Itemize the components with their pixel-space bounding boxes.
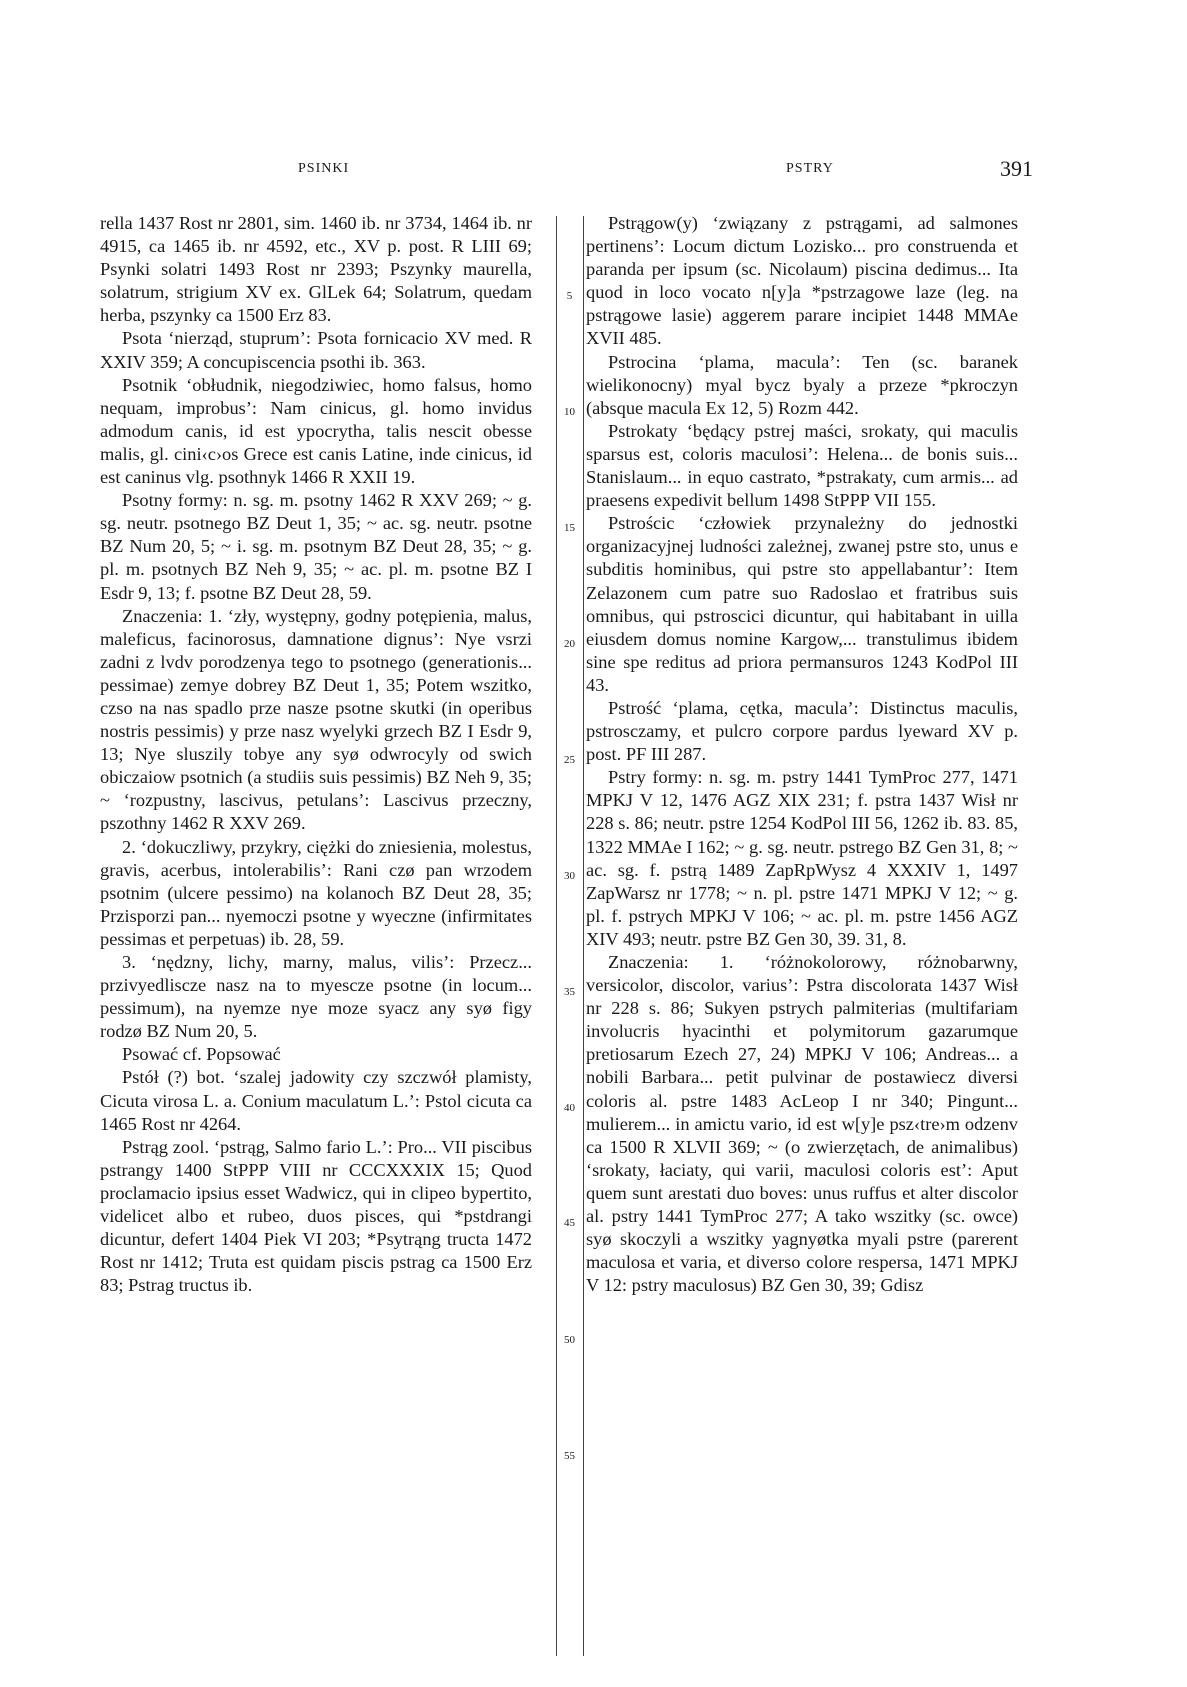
- left-column: [100, 212, 532, 1297]
- entry-pstrokaty: Pstrokaty ‘będący pstrej maści, srokaty, qui maculis sparsus est, coloris maculosi’: Helena... de bonis suis... Stanislaum... in equo castrato, *pstrakaty, cum armis... ad praesens expedivit bellum 1498 StPPP VII 155.: [586, 420, 1018, 511]
- entry-pstry-forms: Pstry formy: n. sg. m. pstry 1441 TymProc 277, 1471 MPKJ V 12, 1476 AGZ XIX 231; f. pstra 1437 Wisł nr 228 s. 86; neutr. pstre 1254 KodPol III 56, 1262 ib. 83. 85, 1322 MMAe I 162; ~ g. sg. neutr. pstrego BZ Gen 31, 8; ~ ac. sg. f. pstrą 1489 ZapRpWysz 4 XXXIV 1, 1497 ZapWarsz nr 1778; ~ n. pl. pstre 1471 MPKJ V 12; ~ g. pl. f. pstrych MPKJ V 106; ~ ac. pl. m. pstre 1456 AGZ XIV 493; neutr. pstre BZ Gen 30, 39. 31, 8.: [586, 767, 1018, 949]
- entry-pstroscic: Pstrościc ‘człowiek przynależny do jednostki organizacyjnej ludności zależnej, zwanej pstre sto, unus e subditis hominibus, qui pstre sto appellabantur’: Item Zelazonem cum patre suo Radoslao et fratribus suis omnibus, qui pstroscici dicuntur, qui habitabant in uilla eiusdem domus nomine Kargow,... transtulimus ibidem sine spe reditus ad priora permansuros 1243 KodPol III 43.: [586, 513, 1018, 695]
- entry-psotnik: Psotnik ‘obłudnik, niegodziwiec, homo falsus, homo nequam, improbus’: Nam cinicus, gl. homo invidus admodum canis, id est ypocrytha, talis nescit obesse malis, gl. cini‹c›os Grece est canis Latine, inde cinicus, id est caninus vlg. psothnyk 1466 R XXII 19.: [100, 374, 532, 488]
- entry-pstol: Pstół (?) bot. ‘szalej jadowity czy szczwół plamisty, Cicuta virosa L. a. Conium maculatum L.’: Pstol cicuta ca 1465 Rost nr 4264.: [100, 1067, 532, 1134]
- line-number-25: 25: [564, 754, 575, 766]
- entry-pstrosc: Pstrość ‘plama, cętka, macula’: Distinctus maculis, pstrosczamy, et pulcro corpore pardus lyeward XV p. post. PF III 287.: [586, 697, 1018, 765]
- line-number-55: 55: [564, 1450, 575, 1462]
- entry-psotny-meaning-3: 3. ‘nędzny, lichy, marny, malus, vilis’: Przecz... przivyedliscze nasz na to myescze psotne (in locum... pessimum), na nyemze nye moze syacz any syø figy rodzø BZ Num 20, 5.: [100, 952, 532, 1042]
- line-number-35: 35: [564, 986, 575, 998]
- line-number-10: 10: [564, 406, 575, 418]
- line-number-30: 30: [564, 870, 575, 882]
- line-number-45: 45: [564, 1217, 575, 1229]
- column-rule-right: [583, 216, 584, 1656]
- entry-pstry-meaning-1: Znaczenia: 1. ‘różnokolorowy, różnobarwny, versicolor, discolor, varius’: Pstra discolorata 1437 Wisł nr 228 s. 86; Sukyen pstrych palmiterias (multifariam involucris hyacinthi et polymitorum gazarumque pretiosarum Ezech 27, 24) MPKJ V 106; Andreas... a nobili Barbara... petit pulvinar de postawiecz diversi coloris al. pstre 1483 AcLeop I nr 340; Pingunt... mulierem... in amictu vario, id est w[y]e psz‹tre›m odzenv ca 1500 R XLVII 369; ~ (o zwierzętach, de animalibus) ‘srokaty, łaciaty, qui varii, maculosi coloris est’: Aput quem sunt arestati duo boves: unus ruffus et alter discolor al. pstry 1441 TymProc 277; A tako wszitky (sc. owce) syø skoczyli a wszitky yagnyøtka myali pstre (parerent maculosa et varia, et diverso colore respersa, 1471 MPKJ V 12: pstry maculosus) BZ Gen 30, 39; Gdisz: [586, 952, 1018, 1296]
- entry-psowac: Psować cf. Popsować: [122, 1044, 281, 1065]
- right-column: [586, 212, 1018, 1297]
- entry-psotny-meaning-2: 2. ‘dokuczliwy, przykry, ciężki do zniesienia, molestus, gravis, acerbus, intolerabilis’: Rani czø pan wrzodem psotnim (ulcere pessimo) na kolanoch BZ Deut 28, 35; Przisporzi pan... nyemoczi psotne y wyeczne (infirmitates pessimas et perpetuas) ib. 28, 59.: [100, 836, 532, 949]
- line-number-20: 20: [564, 638, 575, 650]
- entry-pstragowy: Pstrągow(y) ‘związany z pstrągami, ad salmones pertinens’: Locum dictum Lozisko... pro construenda et paranda per ipsum (sc. Nicolaum) piscina dedimus... Ita quod in loco vocato n[y]a *pstrzagowe laze (leg. na pstrągowe lasie) aggerem parare incipiet 1448 MMAe XVII 485.: [586, 213, 1018, 349]
- line-number-5: 5: [566, 290, 573, 302]
- entry-psota: Psota ‘nierząd, stuprum’: Psota fornicacio XV med. R XXIV 359; A concupiscencia psothi ib. 363.: [100, 328, 532, 372]
- line-number-15: 15: [564, 522, 575, 534]
- line-number-40: 40: [564, 1102, 575, 1114]
- entry-pstrocina: Pstrocina ‘plama, macula’: Ten (sc. baranek wielikonocny) myal bycz byaly a przeze *pkroczyn (absque macula Ex 12, 5) Rozm 442.: [586, 351, 1018, 418]
- line-number-50: 50: [564, 1334, 575, 1346]
- column-rule-left: [556, 216, 557, 1656]
- entry-psotny-meaning-1: Znaczenia: 1. ‘zły, występny, godny potępienia, malus, maleficus, facinorosus, damnatione dignus’: Nye vsrzi zadni z lvdv porodzenya tego to psotnego (generationis... pessimae) zemye dobrey BZ Deut 1, 35; Potem wszitko, czso na nas spadlo prze nasze psotne skutki (in operibus nostris pessimis) y prze nasz wyelyki grzech BZ I Esdr 9, 13; Nye sluszily tobye any syø odwrocyly od swich obiczaiow psotnich (a studiis suis pessimis) BZ Neh 9, 35; ~ ‘rozpustny, lascivus, petulans’: Lascivus przeczny, pszothny 1462 R XXV 269.: [100, 605, 532, 834]
- entry-pstrag: Pstrąg zool. ‘pstrąg, Salmo fario L.’: Pro... VII piscibus pstrangy 1400 StPPP VIII nr CCCXXXIX 15; Quod proclamacio ipsius esset Wadwicz, qui in clipeo bypertito, videlicet albo et rubeo, duos pisces, qui *pstdrangi dicuntur, defert 1404 Piek VI 203; *Psytrąng tructa 1472 Rost nr 1412; Truta est quidam piscis pstrag ca 1500 Erz 83; Pstrag tructus ib.: [100, 1136, 532, 1296]
- entry-psinki-continued: rella 1437 Rost nr 2801, sim. 1460 ib. nr 3734, 1464 ib. nr 4915, ca 1465 ib. nr 4592, etc., XV p. post. R LIII 69; Psynki solatri 1493 Rost nr 2393; Pszynky maurella, solatrum, strigium XV ex. GlLek 64; Solatrum, quedam herba, pszynky ca 1500 Erz 83.: [100, 213, 532, 326]
- running-head-right: PSTRY: [786, 161, 834, 176]
- entry-psotny-forms: Psotny formy: n. sg. m. psotny 1462 R XXV 269; ~ g. sg. neutr. psotnego BZ Deut 1, 35; ~ ac. sg. neutr. psotne BZ Num 20, 5; ~ i. sg. m. psotnym BZ Deut 28, 35; ~ g. pl. m. psotnych BZ Neh 9, 35; ~ ac. pl. m. psotne BZ I Esdr 9, 13; f. psotne BZ Deut 28, 59.: [100, 490, 532, 603]
- running-head-left: PSINKI: [298, 161, 350, 176]
- page-number: 391: [1000, 156, 1033, 181]
